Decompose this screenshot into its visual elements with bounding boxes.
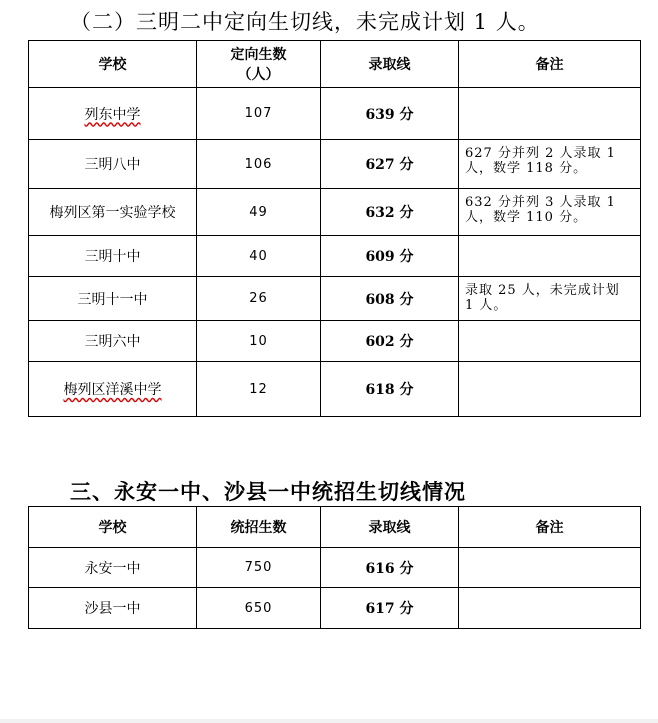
table-header-row xyxy=(29,41,641,88)
note-cell: 录取 25 人，未完成计划 1 人。 xyxy=(459,277,641,321)
score-cell: 616 分 xyxy=(321,548,459,588)
table-row xyxy=(29,277,641,321)
quota-table xyxy=(28,40,641,417)
school-cell xyxy=(29,362,197,417)
note-cell: 627 分并列 2 人录取 1 人，数学 118 分。 xyxy=(459,140,641,189)
score-cell: 639 分 xyxy=(321,88,459,140)
score-cell: 627 分 xyxy=(321,140,459,189)
table-row xyxy=(29,588,641,629)
table-row xyxy=(29,321,641,362)
school-cell: 三明八中 xyxy=(29,140,197,189)
score-cell: 602 分 xyxy=(321,321,459,362)
school-cell: 三明六中 xyxy=(29,321,197,362)
table-header-row xyxy=(29,507,641,548)
table-row xyxy=(29,236,641,277)
section2-title: （二）三明二中定向生切线，未完成计划 1 人。 xyxy=(70,10,540,34)
header-count-line2: （人） xyxy=(237,67,280,83)
score-cell: 618 分 xyxy=(321,362,459,417)
count-cell: 12 xyxy=(197,362,321,417)
header-count xyxy=(197,41,321,88)
header-note: 备注 xyxy=(459,41,641,88)
school-cell: 三明十中 xyxy=(29,236,197,277)
table-row xyxy=(29,548,641,588)
note-cell xyxy=(459,548,641,588)
note-cell xyxy=(459,236,641,277)
school-name: 梅列区洋溪中学 xyxy=(63,382,162,398)
header-school: 学校 xyxy=(29,507,197,548)
table-row xyxy=(29,362,641,417)
school-name: 列东中学 xyxy=(84,106,141,123)
header-note: 备注 xyxy=(459,507,641,548)
note-cell: 632 分并列 3 人录取 1 人，数学 110 分。 xyxy=(459,189,641,236)
count-cell: 106 xyxy=(197,140,321,189)
table-row xyxy=(29,189,641,236)
header-score: 录取线 xyxy=(321,41,459,88)
header-count-line1: 定向生数 xyxy=(230,47,287,63)
school-cell xyxy=(29,88,197,140)
note-cell xyxy=(459,362,641,417)
count-cell: 26 xyxy=(197,277,321,321)
table-row xyxy=(29,88,641,140)
note-cell xyxy=(459,588,641,629)
count-cell: 40 xyxy=(197,236,321,277)
header-count: 统招生数 xyxy=(197,507,321,548)
section3-title: 三、永安一中、沙县一中统招生切线情况 xyxy=(70,479,466,504)
school-cell: 梅列区第一实验学校 xyxy=(29,189,197,236)
score-cell: 609 分 xyxy=(321,236,459,277)
score-cell: 632 分 xyxy=(321,189,459,236)
school-cell: 三明十一中 xyxy=(29,277,197,321)
table-row xyxy=(29,140,641,189)
score-cell: 608 分 xyxy=(321,277,459,321)
page-bottom-edge xyxy=(0,719,658,723)
count-cell: 650 xyxy=(197,588,321,629)
score-cell: 617 分 xyxy=(321,588,459,629)
header-score: 录取线 xyxy=(321,507,459,548)
count-cell: 750 xyxy=(197,548,321,588)
unified-table xyxy=(28,506,641,629)
header-school: 学校 xyxy=(29,41,197,88)
note-cell xyxy=(459,88,641,140)
school-cell: 沙县一中 xyxy=(29,588,197,629)
count-cell: 49 xyxy=(197,189,321,236)
school-cell: 永安一中 xyxy=(29,548,197,588)
note-cell xyxy=(459,321,641,362)
count-cell: 107 xyxy=(197,88,321,140)
count-cell: 10 xyxy=(197,321,321,362)
